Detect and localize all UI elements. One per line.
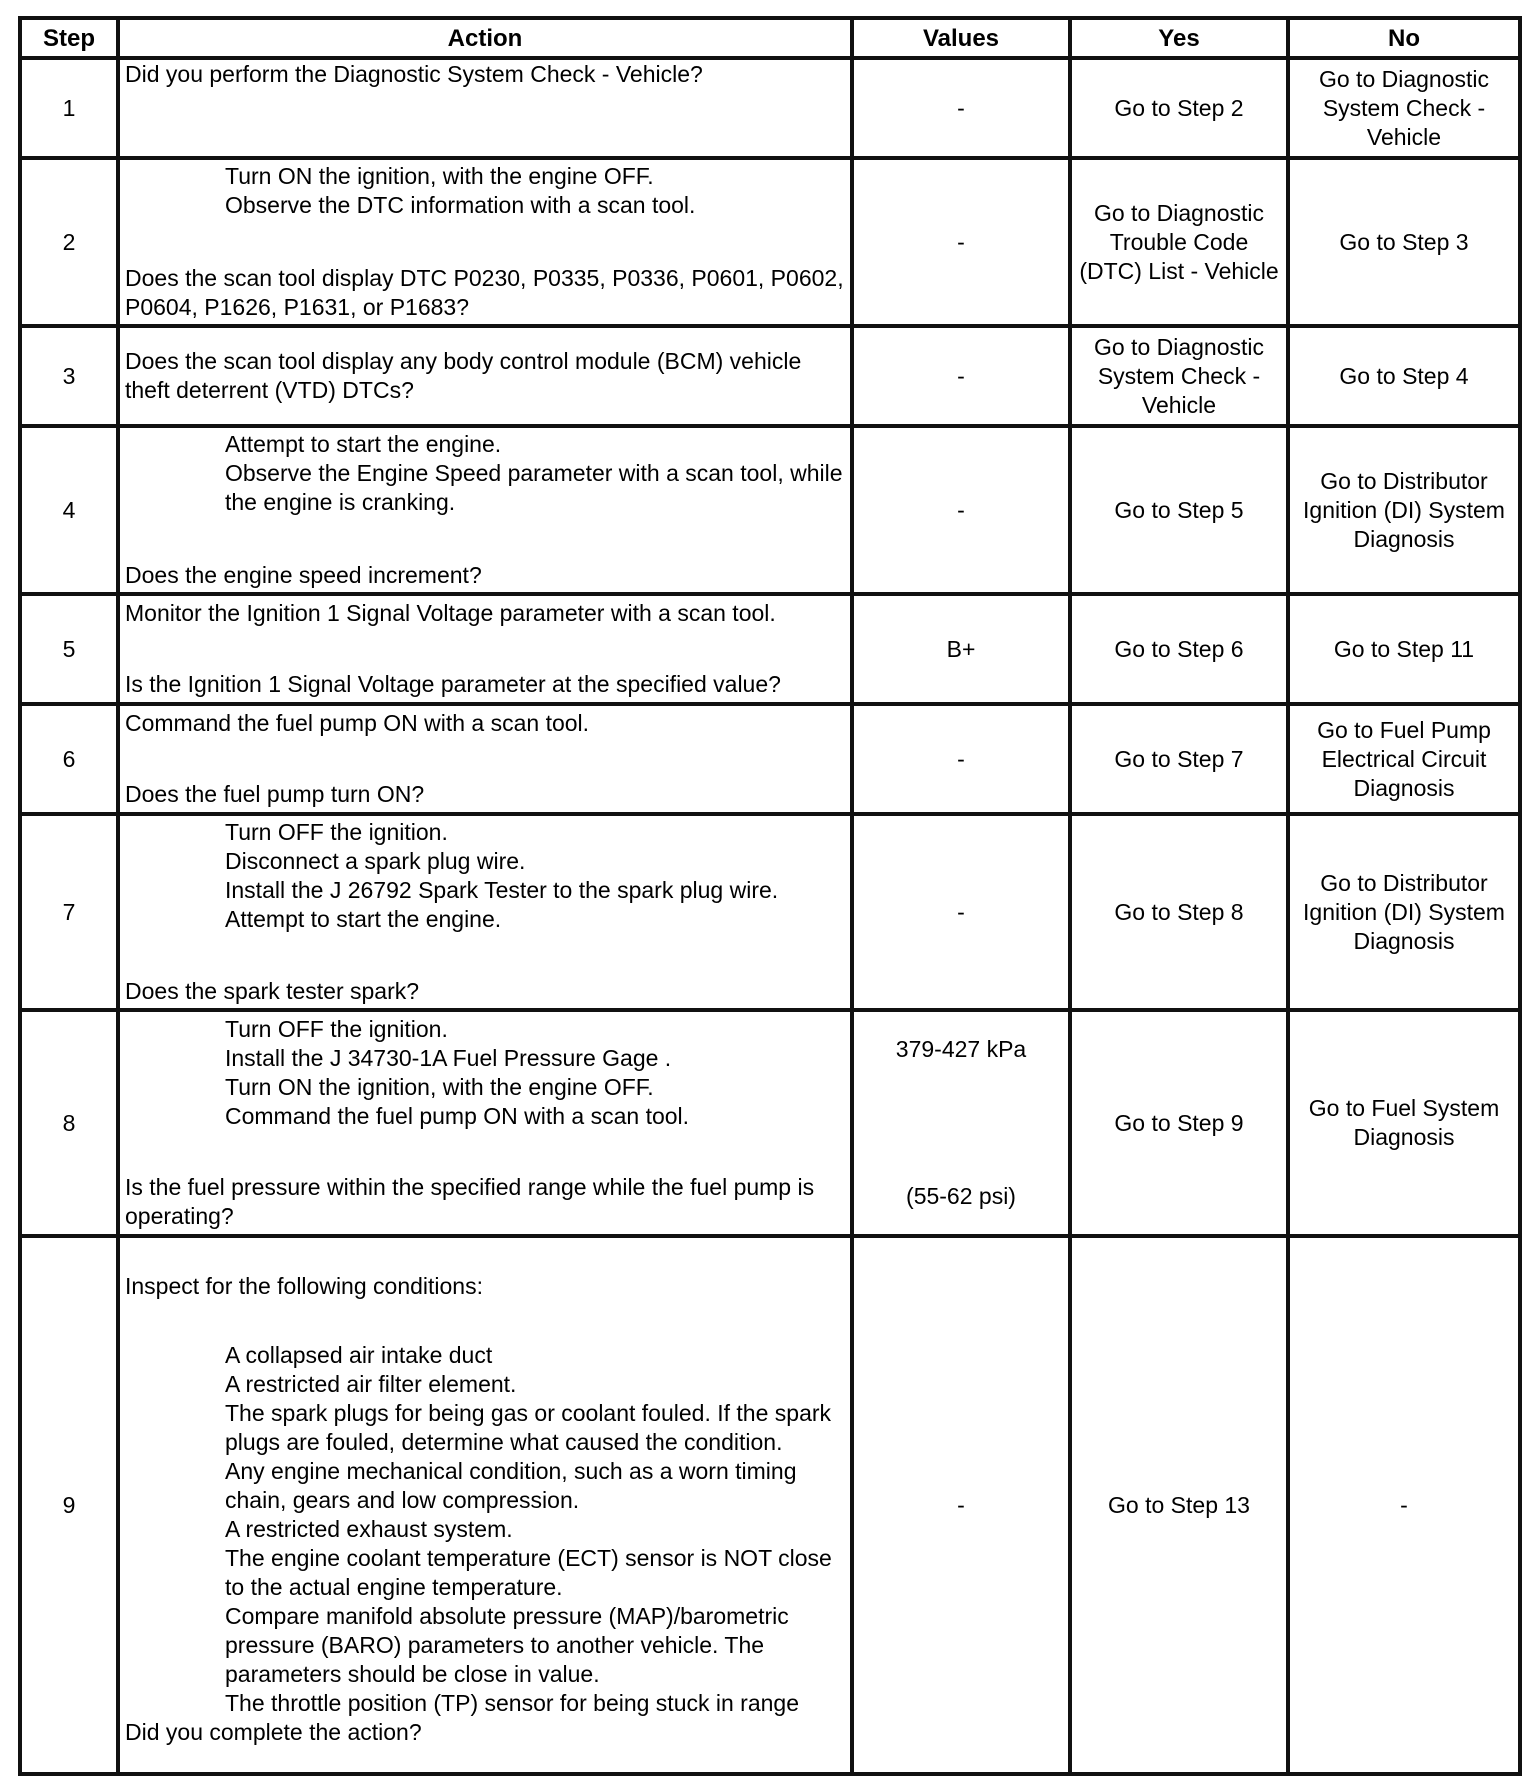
table-row <box>20 1010 1520 1236</box>
action-cell <box>118 1236 852 1774</box>
action-item: A collapsed air intake duct <box>225 1342 493 1368</box>
table-row <box>20 704 1520 814</box>
header-action: Action <box>118 18 852 58</box>
yes-cell: Go to Step 9 <box>1070 1010 1288 1236</box>
action-cell <box>118 326 852 426</box>
action-question: Did you complete the action? <box>125 1719 422 1745</box>
action-question: Does the spark tester spark? <box>125 978 420 1004</box>
values-cell: - <box>852 814 1070 1010</box>
table-row <box>20 426 1520 594</box>
no-cell: Go to Distributor Ignition (DI) System Diagnosis <box>1288 814 1520 1010</box>
action-item: Install the J 34730-1A Fuel Pressure Gage . <box>225 1045 672 1071</box>
action-question: Is the Ignition 1 Signal Voltage parameter at the specified value? <box>125 671 781 697</box>
action-item: Command the fuel pump ON with a scan tool. <box>225 1103 690 1129</box>
values-cell: - <box>852 326 1070 426</box>
action-cell <box>118 58 852 158</box>
step-number: 5 <box>20 594 118 704</box>
action-intro: Command the fuel pump ON with a scan tool. <box>125 710 590 736</box>
step-number: 8 <box>20 1010 118 1236</box>
yes-cell: Go to Step 7 <box>1070 704 1288 814</box>
no-cell: Go to Fuel Pump Electrical Circuit Diagnosis <box>1288 704 1520 814</box>
action-item: Install the J 26792 Spark Tester to the spark plug wire. <box>225 877 779 903</box>
action-item: Turn ON the ignition, with the engine OFF. <box>225 163 654 189</box>
action-cell <box>118 704 852 814</box>
values-cell: - <box>852 704 1070 814</box>
action-item: The spark plugs for being gas or coolant fouled. If the spark plugs are fouled, determine what caused the condition. <box>225 1400 832 1455</box>
no-cell: Go to Fuel System Diagnosis <box>1288 1010 1520 1236</box>
action-cell <box>118 158 852 326</box>
action-intro: Inspect for the following conditions: <box>125 1273 483 1299</box>
header-yes: Yes <box>1070 18 1288 58</box>
action-question: Does the fuel pump turn ON? <box>125 781 425 807</box>
action-item: Turn OFF the ignition. <box>225 819 448 845</box>
header-values: Values <box>852 18 1070 58</box>
action-question: Does the scan tool display any body control module (BCM) vehicle theft deterrent (VTD) DTCs? <box>125 348 802 403</box>
values-cell: - <box>852 1236 1070 1774</box>
table-row <box>20 814 1520 1010</box>
action-cell <box>118 426 852 594</box>
step-number: 4 <box>20 426 118 594</box>
action-cell <box>118 814 852 1010</box>
action-item: Attempt to start the engine. <box>225 906 502 932</box>
action-item: The engine coolant temperature (ECT) sensor is NOT close to the actual engine temperature. <box>225 1545 832 1600</box>
table-row <box>20 158 1520 326</box>
step-number: 3 <box>20 326 118 426</box>
action-cell <box>118 1010 852 1236</box>
step-number: 9 <box>20 1236 118 1774</box>
action-question: Does the scan tool display DTC P0230, P0335, P0336, P0601, P0602, P0604, P1626, P1631, or P1683? <box>125 265 844 320</box>
yes-cell: Go to Step 13 <box>1070 1236 1288 1774</box>
header-no: No <box>1288 18 1520 58</box>
action-item: Turn ON the ignition, with the engine OFF. <box>225 1074 654 1100</box>
action-item: Attempt to start the engine. <box>225 431 502 457</box>
action-item: Any engine mechanical condition, such as a worn timing chain, gears and low compression. <box>225 1458 797 1513</box>
no-cell: Go to Step 3 <box>1288 158 1520 326</box>
step-number: 7 <box>20 814 118 1010</box>
action-cell <box>118 594 852 704</box>
action-intro: Monitor the Ignition 1 Signal Voltage parameter with a scan tool. <box>125 600 776 626</box>
action-item: Turn OFF the ignition. <box>225 1016 448 1042</box>
diagnostic-table-sheet <box>18 16 1518 1776</box>
values-cell: - <box>852 158 1070 326</box>
step-number: 2 <box>20 158 118 326</box>
table-row <box>20 58 1520 158</box>
action-item: A restricted exhaust system. <box>225 1516 513 1542</box>
values-cell: B+ <box>852 594 1070 704</box>
action-question: Does the engine speed increment? <box>125 562 482 588</box>
step-number: 6 <box>20 704 118 814</box>
yes-cell: Go to Diagnostic Trouble Code (DTC) List - Vehicle <box>1070 158 1288 326</box>
action-item: Disconnect a spark plug wire. <box>225 848 526 874</box>
no-cell: - <box>1288 1236 1520 1774</box>
action-item: Compare manifold absolute pressure (MAP)/barometric pressure (BARO) parameters to another vehicle. The parameters should be close in value. <box>225 1603 789 1687</box>
step-number: 1 <box>20 58 118 158</box>
no-cell: Go to Step 11 <box>1288 594 1520 704</box>
yes-cell: Go to Step 2 <box>1070 58 1288 158</box>
diagnostic-table <box>18 16 1522 1776</box>
action-item: Observe the Engine Speed parameter with a scan tool, while the engine is cranking. <box>225 460 843 515</box>
no-cell: Go to Distributor Ignition (DI) System Diagnosis <box>1288 426 1520 594</box>
yes-cell: Go to Diagnostic System Check - Vehicle <box>1070 326 1288 426</box>
table-row <box>20 326 1520 426</box>
no-cell: Go to Step 4 <box>1288 326 1520 426</box>
yes-cell: Go to Step 6 <box>1070 594 1288 704</box>
values-cell: - <box>852 426 1070 594</box>
value-kpa: 379-427 kPa <box>895 1036 1027 1062</box>
values-cell: - <box>852 58 1070 158</box>
header-step: Step <box>20 18 118 58</box>
action-item: Observe the DTC information with a scan tool. <box>225 192 696 218</box>
table-row <box>20 594 1520 704</box>
action-item: A restricted air filter element. <box>225 1371 517 1397</box>
table-header-row <box>20 18 1520 58</box>
yes-cell: Go to Step 5 <box>1070 426 1288 594</box>
values-cell <box>852 1010 1070 1236</box>
action-intro: Did you perform the Diagnostic System Check - Vehicle? <box>125 61 703 87</box>
value-psi: (55-62 psi) <box>906 1183 1016 1209</box>
table-row <box>20 1236 1520 1774</box>
action-question: Is the fuel pressure within the specified range while the fuel pump is operating? <box>125 1174 815 1229</box>
no-cell: Go to Diagnostic System Check - Vehicle <box>1288 58 1520 158</box>
yes-cell: Go to Step 8 <box>1070 814 1288 1010</box>
action-item: The throttle position (TP) sensor for being stuck in range <box>225 1690 800 1716</box>
